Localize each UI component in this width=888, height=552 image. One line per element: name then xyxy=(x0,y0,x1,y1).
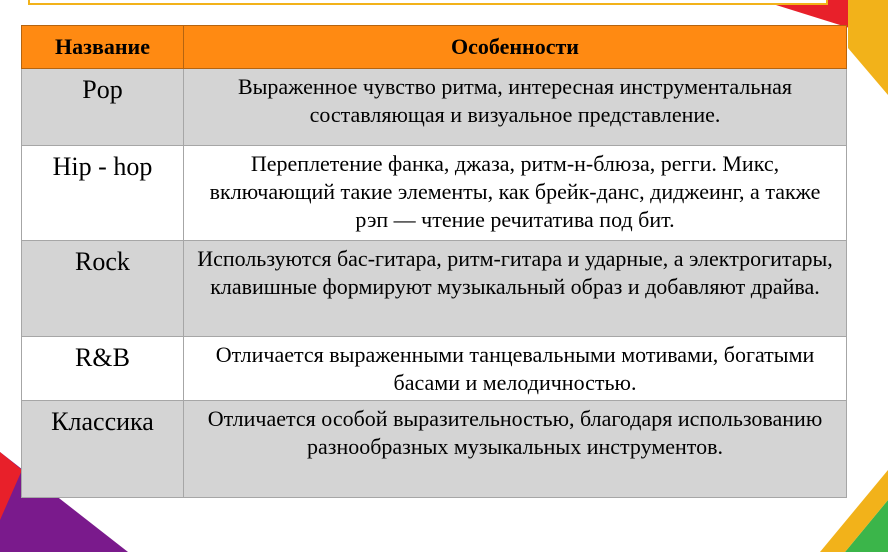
genres-table xyxy=(21,25,847,498)
yellow-shape-right xyxy=(848,0,888,95)
genre-name: Hip - hop xyxy=(22,146,184,241)
table-row xyxy=(22,337,847,401)
table-row xyxy=(22,241,847,337)
table-row xyxy=(22,401,847,498)
genre-name: R&B xyxy=(22,337,184,401)
genre-name: Rock xyxy=(22,241,184,337)
header-name: Название xyxy=(22,26,184,69)
table-row xyxy=(22,69,847,146)
genre-description: Используются бас-гитара, ритм-гитара и ударные, а электрогитары, клавишные формируют музыкальный образ и добавляют драйва. xyxy=(184,241,847,337)
genre-description: Переплетение фанка, джаза, ритм-н-блюза, регги. Микс, включающий такие элементы, как брейк-данс, диджеинг, а также рэп — чтение речитатива под бит. xyxy=(184,146,847,241)
genre-description: Отличается особой выразительностью, благодаря использованию разнообразных музыкальных инструментов. xyxy=(184,401,847,498)
genre-description: Отличается выраженными танцевальными мотивами, богатыми басами и мелодичностью. xyxy=(184,337,847,401)
table-header-row xyxy=(22,26,847,69)
header-features: Особенности xyxy=(184,26,847,69)
top-frame xyxy=(28,0,828,5)
genre-description: Выраженное чувство ритма, интересная инструментальная составляющая и визуальное представление. xyxy=(184,69,847,146)
genre-name: Классика xyxy=(22,401,184,498)
genre-name: Pop xyxy=(22,69,184,146)
table-row xyxy=(22,146,847,241)
